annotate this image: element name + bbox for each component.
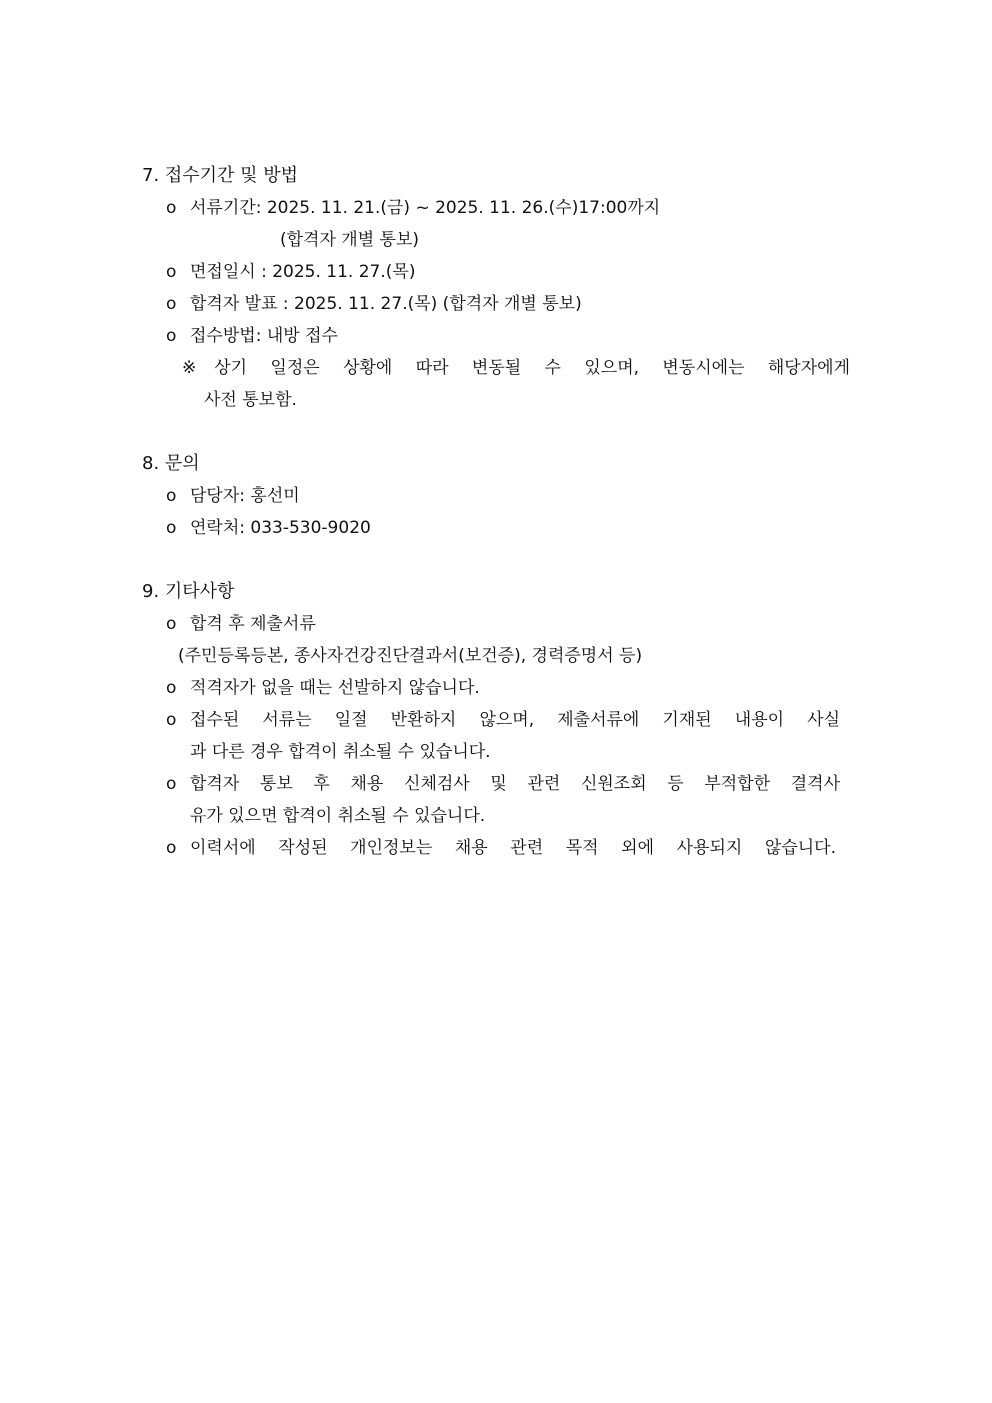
list-item-text: 합격자 발표 : 2025. 11. 27.(목) (합격자 개별 통보) bbox=[190, 294, 582, 314]
bullet-mark: o bbox=[166, 678, 177, 698]
list-item-text: 연락처: 033-530-9020 bbox=[190, 518, 371, 538]
list-item-contact-person bbox=[166, 484, 300, 508]
bullet-mark: o bbox=[166, 294, 177, 314]
list-item-documents-not-returned bbox=[166, 708, 842, 732]
continuation-text: (합격자 개별 통보) bbox=[280, 230, 420, 250]
bullet-mark: o bbox=[166, 486, 177, 506]
bullet-mark: o bbox=[166, 262, 177, 282]
list-item-text: 이력서에 작성된 개인정보는 채용 관련 목적 외에 사용되지 않습니다. bbox=[190, 838, 836, 858]
bullet-mark: o bbox=[166, 774, 177, 794]
list-item-privacy bbox=[166, 836, 842, 860]
list-item-application-method bbox=[166, 324, 338, 348]
bullet-mark: o bbox=[166, 710, 177, 730]
list-item-text: 접수방법: 내방 접수 bbox=[190, 326, 338, 346]
list-item-no-qualified bbox=[166, 676, 480, 700]
list-item-text: 접수된 서류는 일절 반환하지 않으며, 제출서류에 기재된 내용이 사실 bbox=[190, 710, 840, 730]
list-item-text: 합격자 통보 후 채용 신체검사 및 관련 신원조회 등 부적합한 결격사 bbox=[190, 774, 840, 794]
continuation-text: 사전 통보함. bbox=[204, 390, 297, 410]
section-heading-7: 7. 접수기간 및 방법 bbox=[142, 165, 299, 186]
list-item-required-documents bbox=[166, 612, 316, 636]
bullet-mark: o bbox=[166, 838, 177, 858]
continuation-text: 유가 있으면 합격이 취소될 수 있습니다. bbox=[190, 806, 486, 826]
continuation-text: 과 다른 경우 합격이 취소될 수 있습니다. bbox=[190, 742, 491, 762]
list-item-interview-date bbox=[166, 260, 415, 284]
bullet-mark: o bbox=[166, 326, 177, 346]
section-heading-8: 8. 문의 bbox=[142, 453, 200, 474]
list-item-phone bbox=[166, 516, 371, 540]
bullet-mark: o bbox=[166, 518, 177, 538]
list-item-disqualification bbox=[166, 772, 842, 796]
section-heading-9: 9. 기타사항 bbox=[142, 581, 235, 602]
schedule-note: ※상기 일정은 상황에 따라 변동될 수 있으며, 변동시에는 해당자에게 bbox=[182, 358, 850, 378]
list-item-text: 합격 후 제출서류 bbox=[190, 614, 316, 634]
list-item-text: 서류기간: 2025. 11. 21.(금) ~ 2025. 11. 26.(수)17:00까지 bbox=[190, 198, 661, 218]
list-item-text: 면접일시 : 2025. 11. 27.(목) bbox=[190, 262, 416, 282]
bullet-mark: o bbox=[166, 198, 177, 218]
list-item-result-announcement bbox=[166, 292, 582, 316]
list-item-document-period bbox=[166, 196, 660, 220]
continuation-text: (주민등록등본, 종사자건강진단결과서(보건증), 경력증명서 등) bbox=[178, 646, 643, 666]
list-item-text: 담당자: 홍선미 bbox=[190, 486, 300, 506]
list-item-text: 적격자가 없을 때는 선발하지 않습니다. bbox=[190, 678, 480, 698]
bullet-mark: o bbox=[166, 614, 177, 634]
